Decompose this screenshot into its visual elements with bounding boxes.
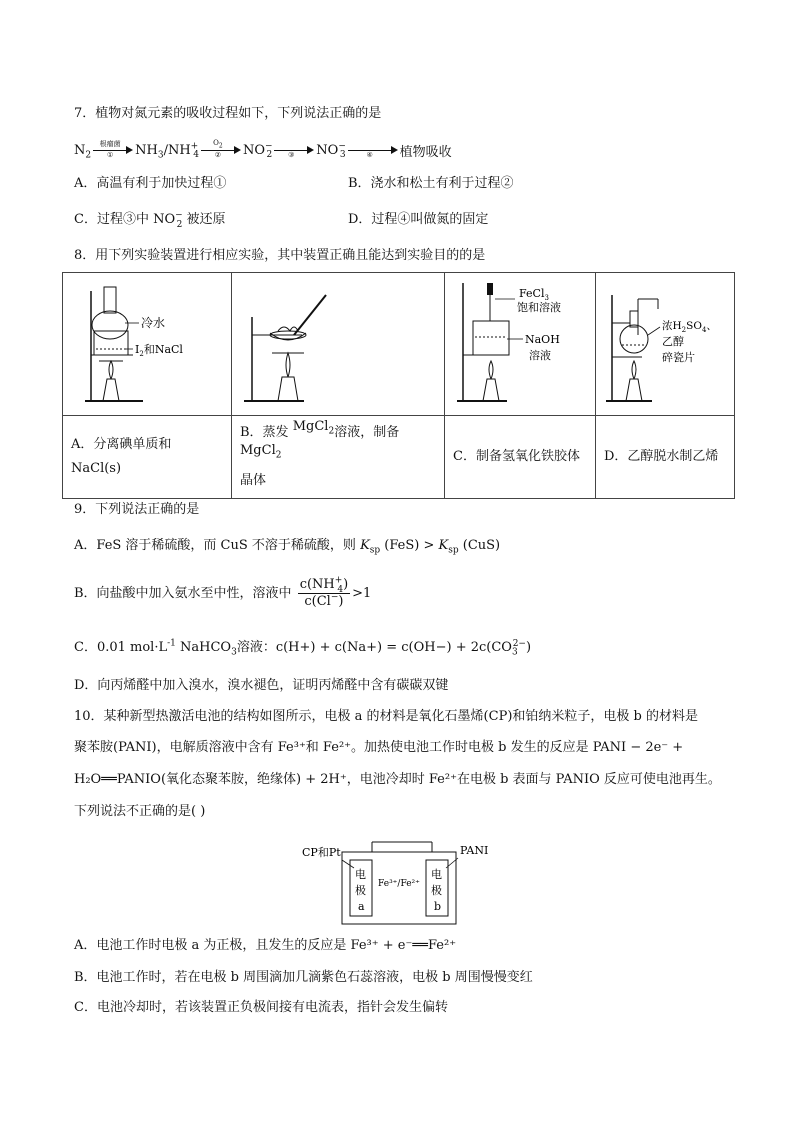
q7-option-c: C．过程③中 $NO^-_2$ 被还原: [74, 210, 226, 230]
q9-stem: 9．下列说法正确的是: [74, 502, 200, 517]
arrow-1-label: 根瘤菌: [99, 140, 121, 148]
porcelain-chips-label: 碎瓷片: [662, 351, 695, 364]
q10-stem-line-2: 聚苯胺(PANI)，电解质溶液中含有 Fe³⁺和 Fe²⁺。加热使电池工作时电极 b 发生的反应是 PANI − 2e⁻ +: [74, 740, 684, 755]
n2-formula: $N_2$: [74, 142, 92, 161]
naoh-label: NaOH: [525, 333, 560, 346]
pani-label: PANI: [460, 844, 489, 857]
electrode-a-char-1: 电: [355, 868, 366, 881]
apparatus-a-cell: [63, 273, 232, 416]
apparatus-c-cell: [445, 273, 596, 416]
q10-option-a: A．电池工作时电极 a 为正极，且发生的反应是 Fe³⁺ + e⁻══Fe²⁺: [74, 938, 457, 953]
arrow-2-label: $O_2$: [213, 139, 223, 150]
arrow-2-step: ②: [214, 151, 222, 159]
electrode-a-char-2: 极: [355, 884, 366, 897]
q9-option-c: C．0.01 $mol\cdot L^{-1}$ NaHCO$_3$溶液：$c(H+) + c(Na+) = c(OH-) + 2c(CO_3^{2-})$: [74, 638, 532, 658]
fecl3-label: FeCl$_3$: [519, 287, 549, 302]
q10-stem-line-3: H₂O══PANIO(氧化态聚苯胺，绝缘体) + 2H⁺，电池冷却时 Fe²⁺在电极 b 表面与 PANIO 反应可使电池再生。: [74, 772, 721, 787]
evaporation-apparatus-image: [232, 273, 444, 411]
sublimation-apparatus-image: [63, 273, 231, 411]
q7-reaction-scheme: [74, 138, 452, 162]
iodine-nacl-label: $I_2$和NaCl: [135, 343, 183, 358]
arrow-4: [348, 140, 398, 160]
q8-option-c: C．制备氢氧化铁胶体: [445, 416, 596, 499]
electrolyte-label: Fe³⁺/Fe²⁺: [378, 879, 420, 889]
plant-absorption: 植物吸收: [399, 144, 452, 160]
q10-option-b: B．电池工作时，若在电极 b 周围滴加几滴紫色石蕊溶液，电极 b 周围慢慢变红: [74, 970, 533, 985]
electrode-b-char-2: 极: [431, 884, 442, 897]
q7-option-a: A．高温有利于加快过程①: [74, 176, 227, 191]
cp-pt-label: CP和Pt: [302, 846, 341, 859]
q9-option-a: A．FeS 溶于稀硫酸，而 CuS 不溶于稀硫酸，则 $K_{sp}$ $(FeS) > K_{sp}$ (CuS): [74, 538, 501, 556]
arrow-3: [274, 140, 314, 160]
q8-apparatus-table: [62, 272, 735, 499]
ethylene-apparatus-image: [596, 273, 734, 411]
apparatus-d-cell: [596, 273, 735, 416]
arrow-3-step: ③: [288, 151, 295, 159]
q8-option-d: D．乙醇脱水制乙烯: [596, 416, 735, 499]
no3-formula: $NO^-_3$: [316, 141, 346, 161]
naoh-solution-label: 溶液: [529, 349, 551, 362]
no2-formula: $NO^-_2$: [242, 141, 273, 161]
q8-option-b: B．蒸发 MgCl$_2$溶液，制备 MgCl$_2$ 晶体: [232, 416, 445, 499]
concentration-ratio: $\frac{c(NH^+_4)}{c(Cl^-)}$: [299, 575, 349, 609]
electrode-a-char-3: a: [358, 900, 365, 913]
colloid-apparatus-image: [445, 273, 595, 411]
q8-stem: 8．用下列实验装置进行相应实验，其中装置正确且能达到实验目的的是: [74, 248, 486, 263]
nh3-formula: $NH_3/NH^+_4$: [135, 141, 199, 161]
ethanol-label: 乙醇: [662, 335, 684, 348]
q9-option-b: B．向盐酸中加入氨水至中性，溶液中 $\frac{c(NH^+_4)}{c(Cl^-)}$ >1: [74, 575, 372, 609]
q10-stem-line-1: 10．某种新型热激活电池的结构如图所示，电极 a 的材料是氧化石墨烯(CP)和铂纳米粒子，电极 b 的材料是: [74, 709, 698, 724]
h2so4-label: 浓$H_2SO_4$、: [662, 320, 717, 334]
q8-option-a: A．分离碘单质和 NaCl(s): [63, 416, 232, 499]
arrow-1-step: ①: [106, 151, 114, 159]
electrode-b-char-1: 电: [431, 868, 442, 881]
q7-stem: 7．植物对氮元素的吸收过程如下，下列说法正确的是: [74, 106, 382, 121]
q7-option-b: B．浇水和松土有利于过程②: [348, 176, 514, 191]
apparatus-b-cell: [232, 273, 445, 416]
battery-diagram: [300, 838, 500, 928]
q7-option-d: D．过程④叫做氮的固定: [348, 212, 489, 227]
cold-water-label: 冷水: [141, 316, 166, 330]
q9-option-d: D．向丙烯醛中加入溴水，溴水褪色，证明丙烯醛中含有碳碳双键: [74, 678, 449, 693]
arrow-2: [201, 140, 241, 160]
q10-stem-line-4: 下列说法不正确的是( ): [74, 804, 206, 819]
arrow-4-step: ④: [366, 151, 373, 159]
arrow-1: [93, 140, 133, 160]
q10-option-c: C．电池冷却时，若该装置正负极间接有电流表，指针会发生偏转: [74, 1000, 448, 1015]
saturated-solution-label: 饱和溶液: [517, 301, 561, 314]
electrode-b-char-3: b: [434, 900, 442, 913]
